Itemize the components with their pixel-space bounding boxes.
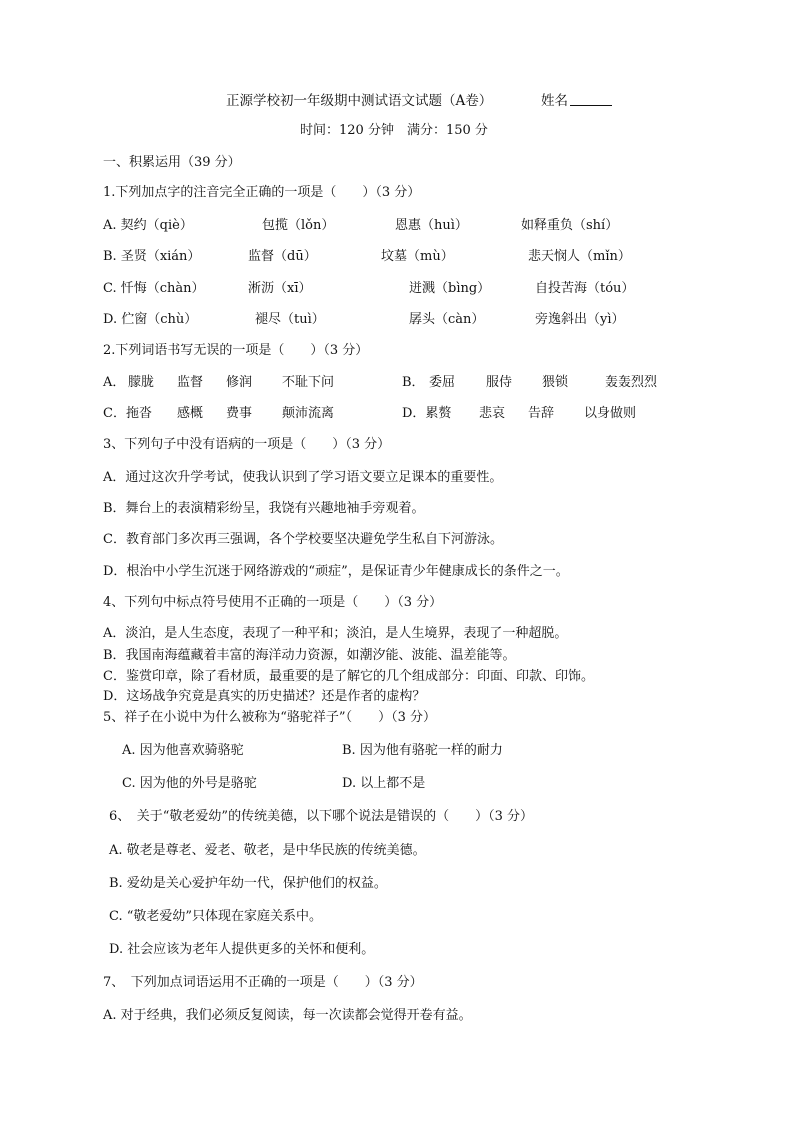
option-word: 修润 <box>226 375 253 390</box>
option-word: 监督 <box>177 375 204 390</box>
option-cell: 旁逸斜出（yì） <box>535 312 625 327</box>
option-a: A．淡泊，是人生态度，表现了一种平和；淡泊，是人生境界，表现了一种超脱。 <box>103 626 568 641</box>
option-word: 告辞 <box>528 406 555 421</box>
option-cell: 恩惠（huì） <box>395 218 468 233</box>
question-1-stem: 1.下列加点字的注音完全正确的一项是（ ）（3 分） <box>103 185 421 200</box>
option-c: C. “敬老爱幼”只体现在家庭关系中。 <box>109 909 323 924</box>
option-word: 猥锁 <box>542 375 569 390</box>
option-a: A．通过这次升学考试，使我认识到了学习语文要立足课本的重要性。 <box>103 470 503 485</box>
option-word: 不耻下问 <box>282 375 335 390</box>
option-d: D. 以上都不是 <box>342 776 426 791</box>
option-b: B. 爱幼是关心爱护年幼一代，保护他们的权益。 <box>109 876 387 891</box>
option-cell: 监督（dū） <box>248 249 317 264</box>
option-letter: A． <box>103 375 126 390</box>
exam-meta: 时间：120 分钟 满分：150 分 <box>300 123 488 138</box>
option-cell: B. 圣贤（xián） <box>103 249 201 264</box>
option-cell: 悲天悯人（mǐn） <box>528 249 631 264</box>
option-d: D．这场战争究竟是真实的历史描述？还是作者的虚构？ <box>103 689 426 704</box>
option-cell: 如释重负（shí） <box>521 218 619 233</box>
option-word: D．累赘 <box>402 406 452 421</box>
option-word: 轰轰烈烈 <box>605 375 658 390</box>
option-b: B．我国南海蕴藏着丰富的海洋动力资源，如潮汐能、波能、温差能等。 <box>103 648 516 663</box>
option-a: A. 因为他喜欢骑骆驼 <box>122 743 244 758</box>
exam-title: 正源学校初一年级期中测试语文试题（A卷） <box>226 93 493 109</box>
question-7-stem: 7、 下列加点词语运用不正确的一项是（ ）（3 分） <box>103 975 423 990</box>
option-cell: C. 忏悔（chàn） <box>103 281 205 296</box>
name-label: 姓名 <box>541 93 568 109</box>
option-letter: B． <box>402 375 425 390</box>
option-c: C．教育部门多次再三强调，各个学校要坚决避免学生私自下河游泳。 <box>103 532 503 547</box>
option-word: 以身做则 <box>584 406 637 421</box>
option-b: B．舞台上的表演精彩纷呈，我饶有兴趣地袖手旁观着。 <box>103 501 425 516</box>
question-3-stem: 3、下列句子中没有语病的一项是（ ）（3 分） <box>103 437 391 452</box>
option-cell: A. 契约（qiè） <box>103 218 193 233</box>
option-cell: 淅沥（xī） <box>248 281 312 296</box>
question-4-stem: 4、下列句中标点符号使用不正确的一项是（ ）（3 分） <box>103 595 443 610</box>
question-2-stem: 2.下列词语书写无误的一项是（ ）（3 分） <box>103 343 369 358</box>
option-a: A. 敬老是尊老、爱老、敬老，是中华民族的传统美德。 <box>109 843 426 858</box>
question-6-stem: 6、 关于“敬老爱幼”的传统美德，以下哪个说法是错误的（ ）（3 分） <box>109 809 533 824</box>
question-5-stem: 5、祥子在小说中为什么被称为“骆驼祥子”（ ）（3 分） <box>103 710 436 725</box>
name-field <box>541 92 612 110</box>
option-cell: 坟墓（mù） <box>381 249 454 264</box>
name-blank <box>570 92 612 106</box>
option-word: 颠沛流离 <box>282 406 335 421</box>
option-cell: 褪尽（tuì） <box>255 312 325 327</box>
option-b: B. 因为他有骆驼一样的耐力 <box>342 743 503 758</box>
option-c: C. 因为他的外号是骆驼 <box>122 776 257 791</box>
option-d: D．根治中小学生沉迷于网络游戏的“顽症”，是保证青少年健康成长的条件之一。 <box>103 564 569 579</box>
option-cell: 孱头（càn） <box>409 312 485 327</box>
option-word: 悲哀 <box>479 406 506 421</box>
option-word: 委屈 <box>429 375 456 390</box>
option-word: 感概 <box>177 406 204 421</box>
option-cell: D. 伫窗（chù） <box>103 312 198 327</box>
section-heading: 一、积累运用（39 分） <box>103 155 241 170</box>
option-d: D. 社会应该为老年人提供更多的关怀和便利。 <box>109 942 375 957</box>
option-word: 费事 <box>226 406 253 421</box>
option-c: C．鉴赏印章，除了看材质，最重要的是了解它的几个组成部分：印面、印款、印饰。 <box>103 669 594 684</box>
option-cell: 迸溅（bìng） <box>409 281 491 296</box>
option-cell: 包揽（lǒn） <box>262 218 335 233</box>
option-word: C．拖沓 <box>103 406 152 421</box>
option-cell: 自投苦海（tóu） <box>535 281 635 296</box>
option-word: 服侍 <box>486 375 513 390</box>
option-a: A. 对于经典，我们必须反复阅读，每一次读都会觉得开卷有益。 <box>103 1008 472 1023</box>
option-word: 朦胧 <box>128 375 155 390</box>
